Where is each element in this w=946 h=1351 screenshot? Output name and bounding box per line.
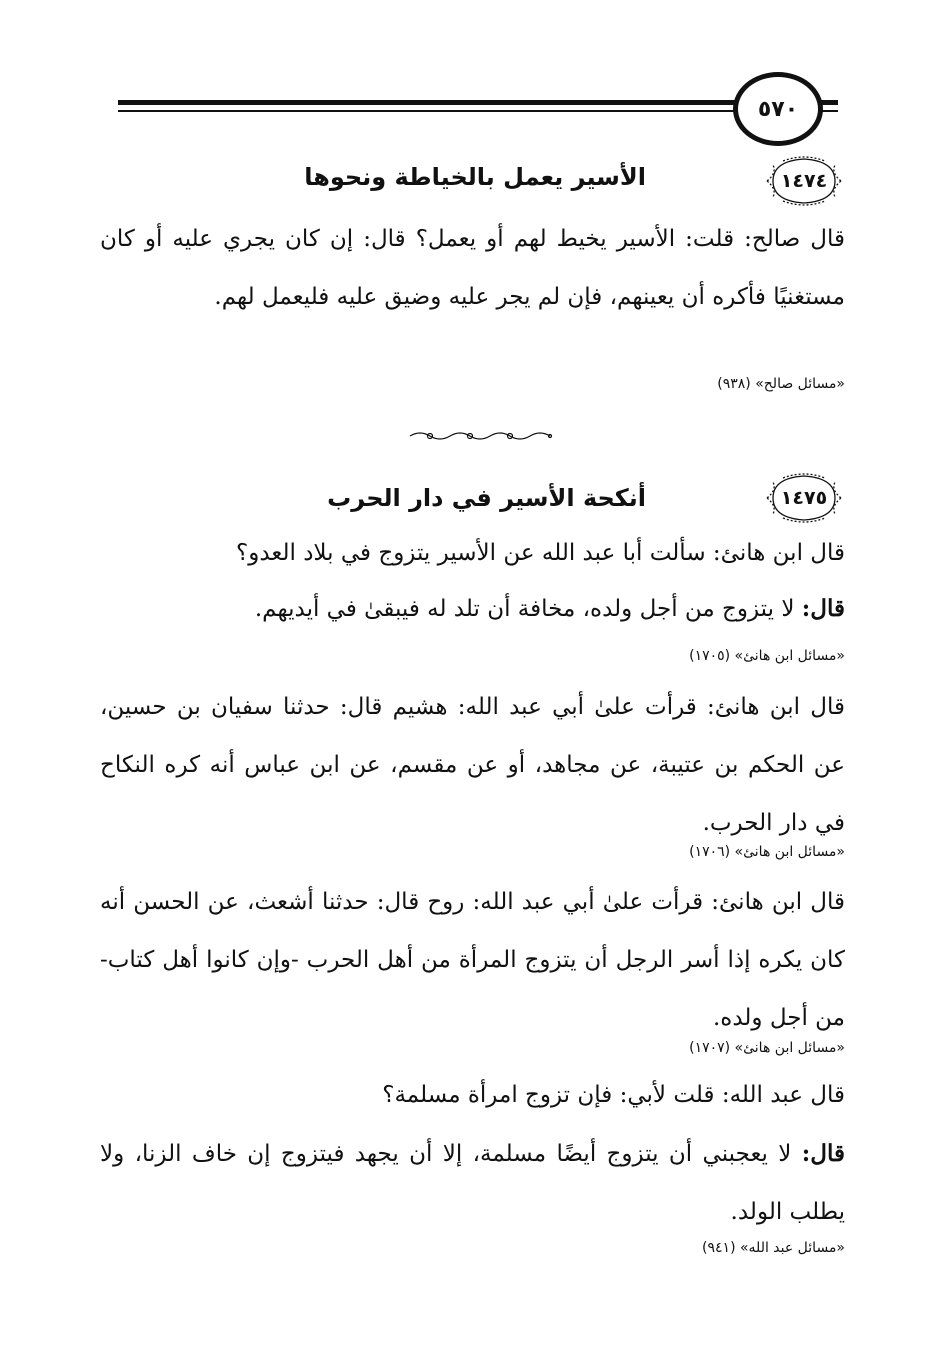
section-number: ١٤٧٥	[780, 487, 828, 509]
source-citation: «مسائل ابن هانئ» (١٧٠٦)	[689, 844, 845, 860]
answer-line	[255, 595, 845, 622]
source-citation: «مسائل ابن هانئ» (١٧٠٥)	[689, 648, 845, 664]
divider-ornament-icon	[405, 428, 555, 444]
paragraph: قال صالح: قلت: الأسير يخيط لهم أو يعمل؟ قال: إن كان يجري عليه أو كان مستغنيًا فأكره أن يعينهم، فإن لم يجر عليه وضيق عليه فليعمل لهم.	[100, 226, 845, 310]
answer-label: قال:	[801, 595, 845, 622]
page-number: ٥٧٠	[733, 72, 823, 146]
section-number-badge	[763, 155, 845, 207]
answer-paragraph	[100, 1125, 845, 1241]
source-citation: «مسائل صالح» (٩٣٨)	[717, 376, 845, 392]
section-number-badge	[763, 472, 845, 524]
section-title: الأسير يعمل بالخياطة ونحوها	[304, 163, 646, 191]
source-citation: «مسائل ابن هانئ» (١٧٠٧)	[689, 1040, 845, 1056]
question-line: قال ابن هانئ: سألت أبا عبد الله عن الأسير يتزوج في بلاد العدو؟	[236, 540, 845, 566]
source-citation: «مسائل عبد الله» (٩٤١)	[702, 1240, 845, 1256]
answer-text: لا يتزوج من أجل ولده، مخافة أن تلد له فيبقىٰ في أيديهم.	[254, 596, 795, 622]
section-title: أنكحة الأسير في دار الحرب	[327, 484, 646, 512]
paragraph: قال ابن هانئ: قرأت علىٰ أبي عبد الله: روح قال: حدثنا أشعث، عن الحسن أنه كان يكره إذا أسر الرجل أن يتزوج المرأة من أهل الحرب -وإن كانوا أهل كتاب- من أجل ولده.	[100, 889, 845, 1031]
question-line: قال عبد الله: قلت لأبي: فإن تزوج امرأة مسلمة؟	[382, 1082, 845, 1108]
paragraph: قال ابن هانئ: قرأت علىٰ أبي عبد الله: هشيم قال: حدثنا سفيان بن حسين، عن الحكم بن عتيبة، عن مجاهد، أو عن مقسم، عن ابن عباس أنه كره النكاح في دار الحرب.	[100, 694, 845, 836]
answer-text: لا يعجبني أن يتزوج أيضًا مسلمة، إلا أن يجهد فيتزوج إن خاف الزنا، ولا يطلب الولد.	[100, 1141, 845, 1225]
section-number: ١٤٧٤	[780, 170, 828, 192]
header-rule	[118, 100, 838, 105]
header-rule-thin	[118, 110, 838, 112]
answer-label: قال:	[801, 1140, 845, 1167]
